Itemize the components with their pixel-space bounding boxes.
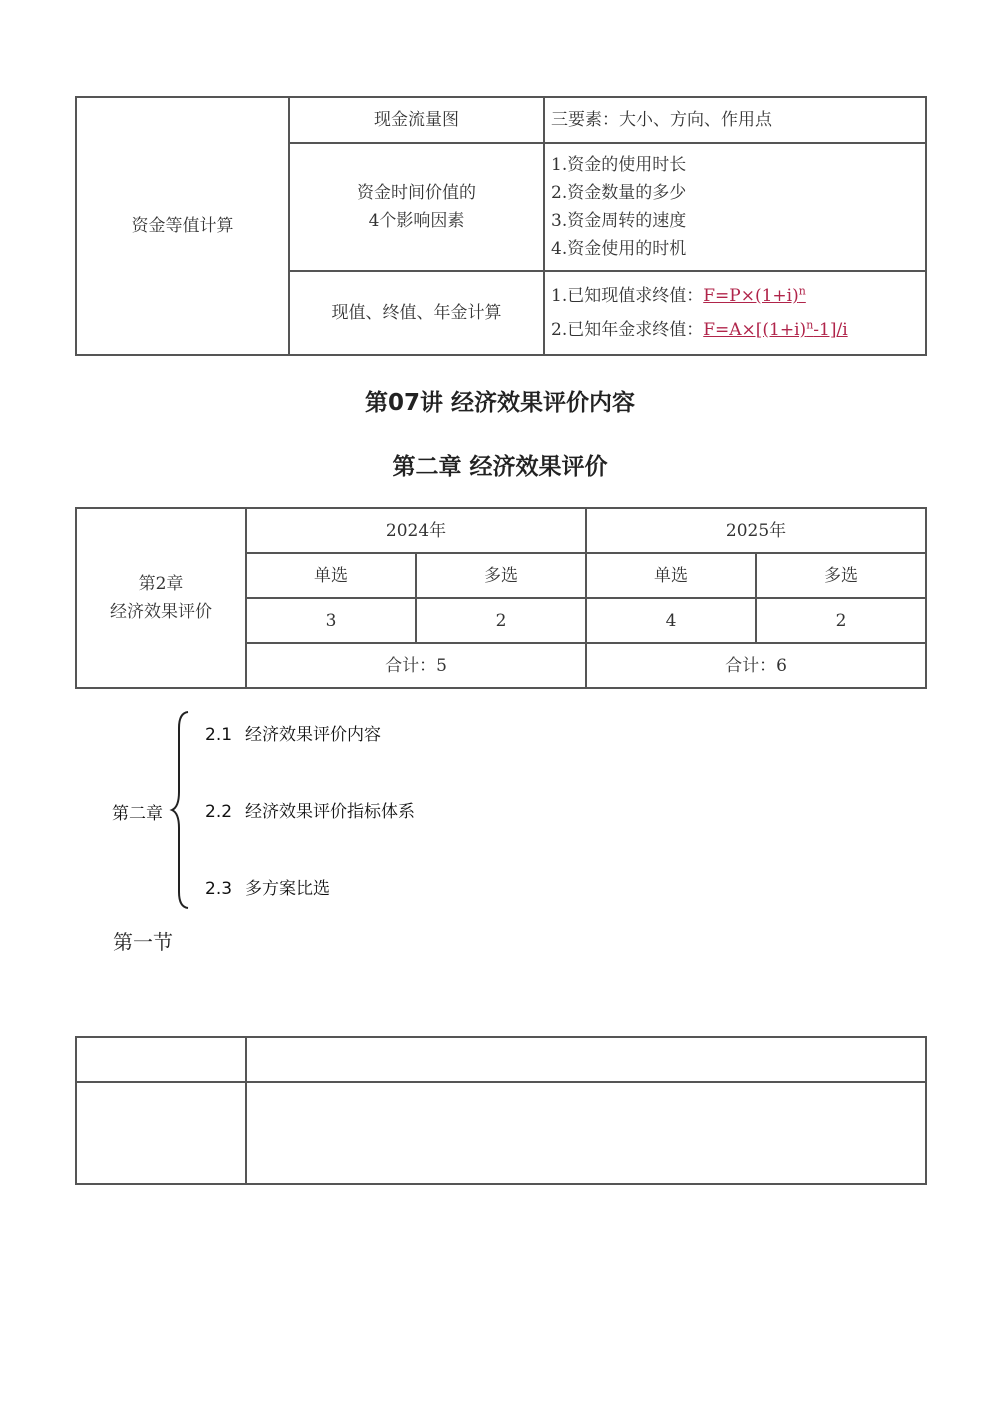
total-cell: 合计：5 xyxy=(246,643,586,688)
year-header: 2024年 xyxy=(246,508,586,553)
outline-item-number: 2.2 xyxy=(205,802,233,822)
exam-stats-table xyxy=(75,507,927,689)
section-title: 第一节 xyxy=(113,930,173,954)
time-value-factors-label-line: 资金时间价值的 xyxy=(357,183,476,203)
formula-prefix: 2.已知年金求终值： xyxy=(551,320,704,340)
list-item xyxy=(551,282,919,310)
cash-flow-content: 三要素：大小、方向、作用点 xyxy=(544,97,926,143)
formula-exponent: n xyxy=(798,284,806,298)
time-value-factors-label xyxy=(289,143,544,271)
outline-item xyxy=(205,797,415,822)
question-type-cell: 单选 xyxy=(246,553,416,598)
list-item xyxy=(551,316,919,344)
count-cell: 4 xyxy=(586,598,756,643)
empty-cell xyxy=(246,1037,926,1082)
formula-body: F=A×[(1+i) xyxy=(703,320,807,340)
chapter-row-header xyxy=(76,508,246,688)
time-value-factors-label-line: 4个影响因素 xyxy=(368,211,465,231)
formula-exponent: n xyxy=(806,318,814,332)
fund-equivalence-table xyxy=(75,96,927,356)
value-calculation-formulas xyxy=(544,271,926,355)
cash-flow-label: 现金流量图 xyxy=(289,97,544,143)
outline-item-title: 经济效果评价指标体系 xyxy=(245,802,415,822)
year-header: 2025年 xyxy=(586,508,926,553)
outline-chapter-label: 第二章 xyxy=(112,804,163,824)
outline-item-number: 2.1 xyxy=(205,725,233,745)
empty-cell xyxy=(76,1082,246,1184)
list-item: 2.资金数量的多少 xyxy=(551,183,687,203)
empty-table xyxy=(75,1036,927,1185)
outline-item xyxy=(205,720,381,745)
chapter-title: 第二章 经济效果评价 xyxy=(392,454,608,480)
count-cell: 3 xyxy=(246,598,416,643)
total-cell: 合计：6 xyxy=(586,643,926,688)
outline-item-title: 经济效果评价内容 xyxy=(245,725,381,745)
question-type-cell: 单选 xyxy=(586,553,756,598)
time-value-factors-list xyxy=(544,143,926,271)
chapter-row-header-line: 第2章 xyxy=(138,574,184,594)
list-item: 1.资金的使用时长 xyxy=(551,155,687,175)
formula-body: F=P×(1+i) xyxy=(703,286,799,306)
annuity-future-value-formula[interactable] xyxy=(703,320,847,340)
value-calculation-label: 现值、终值、年金计算 xyxy=(289,271,544,355)
empty-cell xyxy=(76,1037,246,1082)
outline-item-number: 2.3 xyxy=(205,879,233,899)
lecture-title: 第07讲 经济效果评价内容 xyxy=(364,390,635,416)
question-type-cell: 多选 xyxy=(756,553,926,598)
chapter-row-header-line: 经济效果评价 xyxy=(110,602,212,622)
future-value-formula[interactable] xyxy=(703,286,806,306)
count-cell: 2 xyxy=(416,598,586,643)
count-cell: 2 xyxy=(756,598,926,643)
list-item: 3.资金周转的速度 xyxy=(551,211,687,231)
question-type-cell: 多选 xyxy=(416,553,586,598)
left-brace-icon xyxy=(168,710,194,910)
empty-cell xyxy=(246,1082,926,1184)
outline-item-title: 多方案比选 xyxy=(245,879,330,899)
list-item: 4.资金使用的时机 xyxy=(551,239,687,259)
formula-prefix: 1.已知现值求终值： xyxy=(551,286,704,306)
outline-item xyxy=(205,874,330,899)
fund-equivalence-row-header: 资金等值计算 xyxy=(76,97,289,355)
formula-suffix: -1]/i xyxy=(813,320,848,340)
